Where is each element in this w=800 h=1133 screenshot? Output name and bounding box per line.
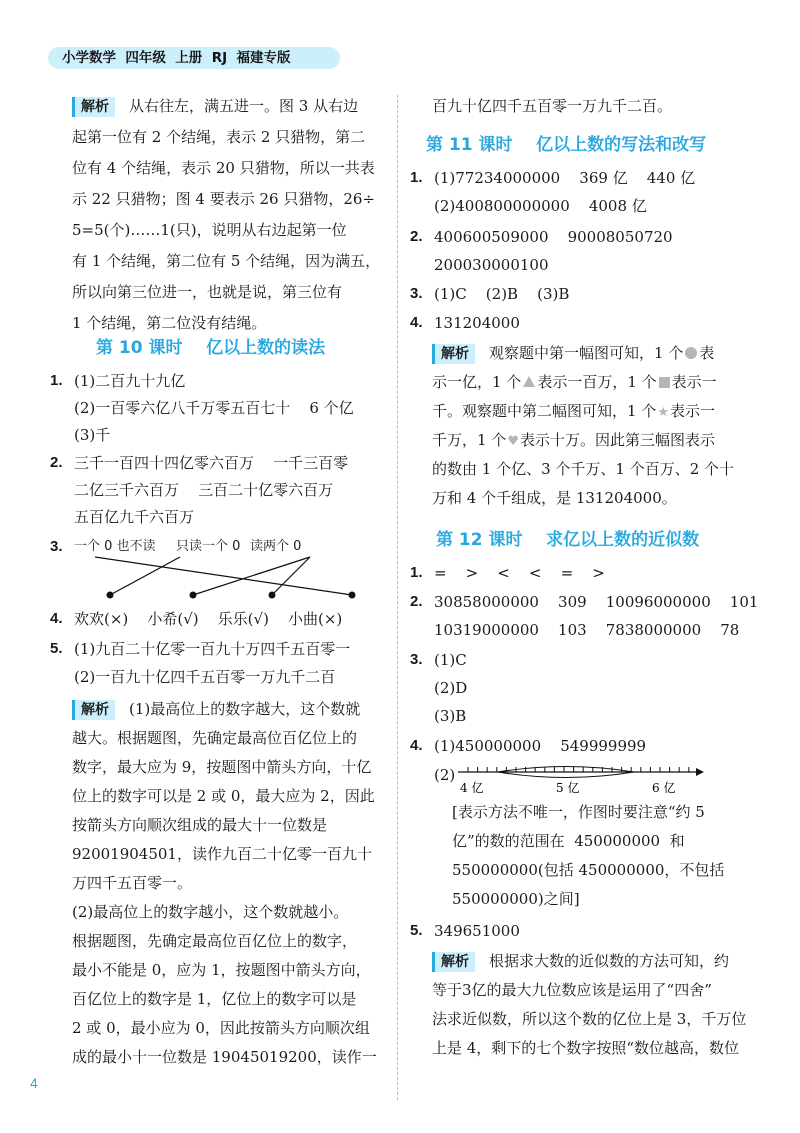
answer-line: (1)77234000000 369 亿 440 亿 xyxy=(434,169,696,187)
question-number: 1. xyxy=(410,169,423,186)
matching-label: 一个 0 也不读 xyxy=(74,539,156,554)
intro-analysis-line-1: 解析 从右往左，满五进一。图 3 从右边 xyxy=(72,96,358,117)
analysis-tag: 解析 xyxy=(432,952,475,972)
answer-line: = > < < = > xyxy=(434,564,605,582)
answer-line: 二亿三千六百万 三百二十亿零六百万 xyxy=(74,481,334,499)
question-number: 4. xyxy=(410,737,423,754)
heart-shape-icon: ♥ xyxy=(507,434,519,449)
section-title-lesson-12: 第 12 课时 求亿以上数的近似数 xyxy=(436,530,700,550)
answer-line: (2)一百零六亿八千万零五百七十 6 个亿 xyxy=(74,399,354,417)
answer-line: 349651000 xyxy=(434,922,520,940)
question-number: 2. xyxy=(50,454,63,471)
question-number: 3. xyxy=(50,538,63,555)
answer-line: (1)九百二十亿零一百九十万四千五百零一 xyxy=(74,640,351,658)
answer-line: 30858000000 309 10096000000 101 xyxy=(434,593,759,611)
analysis-line: 数字，最大应为 9，按题图中箭头方向，十亿 xyxy=(72,758,372,776)
analysis-line: 上是 4，剩下的七个数字按照“数位越高，数位 xyxy=(432,1039,739,1057)
analysis-line: 百亿位上的数字是 1，亿位上的数字可以是 xyxy=(72,990,357,1008)
question-number: 2. xyxy=(410,593,423,610)
intro-analysis-line: 1 个结绳，第二位没有结绳。 xyxy=(72,314,267,332)
note-line: 550000000)之间] xyxy=(452,890,580,908)
answer-line: 五百亿九千六百万 xyxy=(74,508,195,526)
circle-shape-icon xyxy=(685,347,697,359)
note-line: [表示方法不唯一，作图时要注意“约 5 xyxy=(452,803,705,821)
continued-line: 百九十亿四千五百零一万九千二百。 xyxy=(432,97,673,115)
intro-analysis-line: 5=5(个)……1(只)，说明从右边起第一位 xyxy=(72,221,347,239)
square-shape-icon xyxy=(659,377,670,388)
analysis-tag: 解析 xyxy=(72,97,115,117)
answer-line: (1)C xyxy=(434,651,467,669)
answer-line: 131204000 xyxy=(434,314,520,332)
analysis-line: 法求近似数，所以这个数的亿位上是 3，千万位 xyxy=(432,1010,747,1028)
intro-analysis-line: 起第一位有 2 个结绳，表示 2 只猎物，第二 xyxy=(72,128,366,146)
axis-label-4: 4 亿 xyxy=(460,781,484,795)
analysis-line: 位上的数字可以是 2 或 0，最大应为 2，因此 xyxy=(72,787,375,805)
analysis-line: 92001904501，读作九百二十亿零一百九十 xyxy=(72,845,372,863)
matching-label: 读两个 0 xyxy=(250,539,302,554)
analysis-line: 成的最小十一位数是 19045019200，读作一 xyxy=(72,1048,377,1066)
analysis-tag: 解析 xyxy=(432,344,475,364)
answer-line: 三千一百四十四亿零六百万 一千三百零 xyxy=(74,454,349,472)
intro-analysis-line: 位有 4 个结绳，表示 20 只猎物，所以一共表 xyxy=(72,159,375,177)
analysis-line: (2)最高位上的数字越小，这个数就越小。 xyxy=(72,903,349,921)
answer-line: (1)450000000 549999999 xyxy=(434,737,647,755)
question-number: 5. xyxy=(410,922,423,939)
axis-label-5: 5 亿 xyxy=(556,781,580,795)
answer-line: (2) xyxy=(434,766,456,784)
note-line: 550000000(包括 450000000，不包括 xyxy=(452,861,725,879)
answer-line: 200030000100 xyxy=(434,256,549,274)
question-number: 5. xyxy=(50,640,63,657)
analysis-line: 等于3亿的最大九位数应该是运用了“四舍” xyxy=(432,981,712,999)
answer-line: (3)千 xyxy=(74,426,111,444)
matching-label: 只读一个 0 xyxy=(176,539,241,554)
analysis-line: 根据题图，先确定最高位百亿位上的数字， xyxy=(72,932,358,950)
analysis-line: 万四千五百零一。 xyxy=(72,874,193,892)
question-number: 3. xyxy=(410,285,423,302)
question-number: 1. xyxy=(410,564,423,581)
question-number: 2. xyxy=(410,228,423,245)
intro-analysis-line: 有 1 个结绳，第二位有 5 个结绳，因为满五， xyxy=(72,252,381,270)
answer-line: 欢欢(×) 小希(√) 乐乐(√) 小曲(×) xyxy=(74,610,343,628)
analysis-line-1: 解析 (1)最高位上的数字越大，这个数就 xyxy=(72,699,360,720)
analysis-line: 按箭头方向顺次组成的最大十一位数是 xyxy=(72,816,328,834)
analysis-line: 的数由 1 个亿、3 个千万、1 个百万、2 个十 xyxy=(432,460,735,478)
number-line-diagram xyxy=(456,762,706,796)
matching-lines-diagram xyxy=(60,553,390,603)
page-header: 小学数学 四年级 上册 RJ 福建专版 xyxy=(48,47,340,69)
intro-analysis-line: 示 22 只猎物；图 4 要表示 26 只猎物，26÷ xyxy=(72,190,375,208)
analysis-line: 千万，1 个♥表示十万。因此第三幅图表示 xyxy=(432,431,715,449)
note-line: 亿”的数的范围在 450000000 和 xyxy=(452,832,685,850)
analysis-line: 示一亿，1 个 表示一百万，1 个 表示一 xyxy=(432,373,717,391)
section-title-lesson-11: 第 11 课时 亿以上数的写法和改写 xyxy=(426,135,707,155)
analysis-line: 最小不能是 0，应为 1，按题图中箭头方向， xyxy=(72,961,371,979)
analysis-line: 千。观察题中第二幅图可知，1 个★表示一 xyxy=(432,402,715,420)
answer-line: (1)C (2)B (3)B xyxy=(434,285,570,303)
answer-line: (2)400800000000 4008 亿 xyxy=(434,197,647,215)
question-number: 4. xyxy=(50,610,63,627)
question-number: 3. xyxy=(410,651,423,668)
answer-line: 400600509000 90008050720 xyxy=(434,228,673,246)
star-shape-icon: ★ xyxy=(657,405,669,420)
triangle-shape-icon xyxy=(523,376,535,387)
question-number: 4. xyxy=(410,314,423,331)
answer-line: (2)一百九十亿四千五百零一万九千二百 xyxy=(74,668,336,686)
section-title-lesson-10: 第 10 课时 亿以上数的读法 xyxy=(96,338,326,358)
analysis-tag: 解析 xyxy=(72,700,115,720)
analysis-line-1: 解析 观察题中第一幅图可知，1 个 表 xyxy=(432,343,714,364)
answer-line: (3)B xyxy=(434,707,467,725)
page-number: 4 xyxy=(30,1075,38,1091)
answer-line: (1)二百九十九亿 xyxy=(74,372,186,390)
analysis-line-1: 解析 根据求大数的近似数的方法可知，约 xyxy=(432,951,729,972)
answer-line: (2)D xyxy=(434,679,468,697)
analysis-line: 万和 4 个千组成，是 131204000。 xyxy=(432,489,677,507)
question-number: 1. xyxy=(50,372,63,389)
analysis-line: 越大。根据题图，先确定最高位百亿位上的 xyxy=(72,729,358,747)
intro-analysis-line: 所以向第三位进一，也就是说，第三位有 xyxy=(72,283,343,301)
analysis-line: 2 或 0，最小应为 0，因此按箭头方向顺次组 xyxy=(72,1019,370,1037)
answer-line: 10319000000 103 7838000000 78 xyxy=(434,621,740,639)
axis-label-6: 6 亿 xyxy=(652,781,676,795)
column-divider xyxy=(397,95,398,1100)
